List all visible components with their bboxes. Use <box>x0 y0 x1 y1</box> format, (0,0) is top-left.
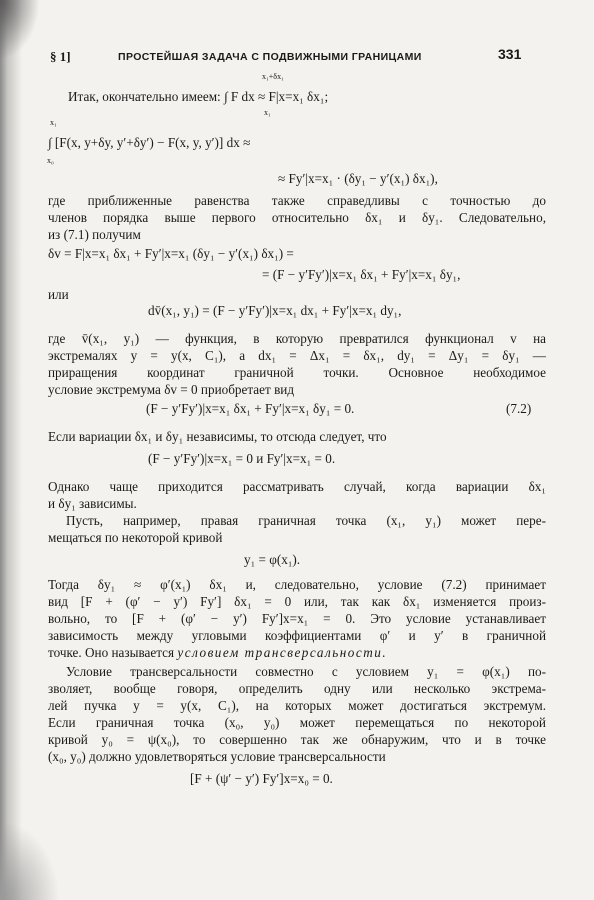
text-line-6: из (7.1) получим <box>48 227 141 242</box>
text-line-9: или <box>48 287 69 302</box>
integral-lower-limit: x₁ <box>264 108 271 117</box>
equation-line-8: = (F − y′Fy′)|x=x₁ δx₁ + Fy′|x=x₁ δy₁, <box>262 267 461 282</box>
text-line-23: Тогда δy₁ ≈ φ′(x₁) δx₁ и, следовательно, условие (7.2) принимает <box>48 577 546 592</box>
text-line-5: членов порядка выше первого относительно δx₁ и δy₁. Следовательно, <box>48 210 546 225</box>
text-line-31: Если граничная точка (x₀, y₀) может перемещаться по некоторой <box>48 715 546 730</box>
text-line-29: зволяет, вообще говоря, определить одну или несколько экстрема- <box>48 681 546 696</box>
equation-line-22: y₁ = φ(x₁). <box>244 552 301 567</box>
text-line-24: вид [F + (φ′ − y′) Fy′] δx₁ = 0 или, так как δx₁ изменяется произ- <box>48 594 546 609</box>
text-line-25: вольно, то [F + (φ′ − y′) Fy′]x=x₁ = 0. Это условие устанавливает <box>48 611 546 626</box>
scan-shadow-corner <box>0 0 40 60</box>
term-transversality: условием трансверсальности. <box>177 645 388 660</box>
text-line-4: где приближенные равенства также справедливы с точностью до <box>48 193 546 208</box>
text-line-27 <box>48 644 387 661</box>
scan-shadow-left <box>0 0 22 900</box>
equation-line-7: δv = F|x=x₁ δx₁ + Fy′|x=x₁ (δy₁ − y′(x₁) δx₁) = <box>48 246 294 261</box>
text-line-28: Условие трансверсальности совместно с условием y₁ = φ(x₁) по- <box>66 664 546 679</box>
text-line-21: мещаться по некоторой кривой <box>48 530 223 545</box>
equation-7-2: (F − y′Fy′)|x=x₁ δx₁ + Fy′|x=x₁ δy₁ = 0. <box>146 401 355 416</box>
equation-line-10: dv̄(x₁, y₁) = (F − y′Fy′)|x=x₁ dx₁ + Fy′|x=x₁ dy₁, <box>148 303 402 318</box>
text-line-18: Однако чаще приходится рассматривать случай, когда вариации δx₁ <box>48 479 546 494</box>
equation-number-7-2: (7.2) <box>506 401 532 416</box>
text-line-11: где v̄(x₁, y₁) — функция, в которую превратился функционал v на <box>48 331 546 346</box>
section-marker: § 1] <box>50 49 71 64</box>
text-line-26: зависимость между угловыми коэффициентами φ′ и y′ в граничной <box>48 628 546 643</box>
equation-line-17: (F − y′Fy′)|x=x₁ = 0 и Fy′|x=x₁ = 0. <box>148 451 336 466</box>
text-line-16: Если вариации δx₁ и δy₁ независимы, то отсюда следует, что <box>48 429 387 444</box>
running-title: ПРОСТЕЙШАЯ ЗАДАЧА С ПОДВИЖНЫМИ ГРАНИЦАМИ <box>118 51 422 63</box>
integral2-lower-limit: x₀ <box>47 156 54 165</box>
scan-shadow-bottom <box>0 820 60 900</box>
equation-line-3: ≈ Fy′|x=x₁ · (δy₁ − y′(x₁) δx₁), <box>278 171 438 186</box>
text-line-32: кривой y₀ = ψ(x₀), то совершенно так же обнаружим, что и в точке <box>48 732 546 747</box>
text-line-33: (x₀, y₀) должно удовлетворяться условие трансверсальности <box>48 749 386 764</box>
text-line-27-plain: точке. Оно называется <box>48 645 178 660</box>
text-line-30: лей пучка y = y(x, C₁), на которых может достигаться экстремум. <box>48 698 546 713</box>
equation-line-1: Итак, окончательно имеем: ∫ F dx ≈ F|x=x₁ δx₁; <box>68 89 329 104</box>
text-line-19: и δy₁ зависимы. <box>48 496 137 511</box>
integral-upper-limit: x₁+δx₁ <box>262 72 284 81</box>
integral2-upper-limit: x₁ <box>50 118 57 127</box>
text-line-14: условие экстремума δv = 0 приобретает вид <box>48 382 295 397</box>
text-line-20: Пусть, например, правая граничная точка (x₁, y₁) может пере- <box>66 513 546 528</box>
text-line-12: экстремалях y = y(x, C₁), а dx₁ = Δx₁ = δx₁, dy₁ = Δy₁ = δy₁ — <box>48 348 546 363</box>
equation-line-34: [F + (ψ′ − y′) Fy′]x=x₀ = 0. <box>190 771 333 786</box>
text-line-13: приращения координат граничной точки. Основное необходимое <box>48 365 546 380</box>
page-number: 331 <box>498 46 522 62</box>
equation-line-2: ∫ [F(x, y+δy, y′+δy′) − F(x, y, y′)] dx ≈ <box>48 135 251 150</box>
